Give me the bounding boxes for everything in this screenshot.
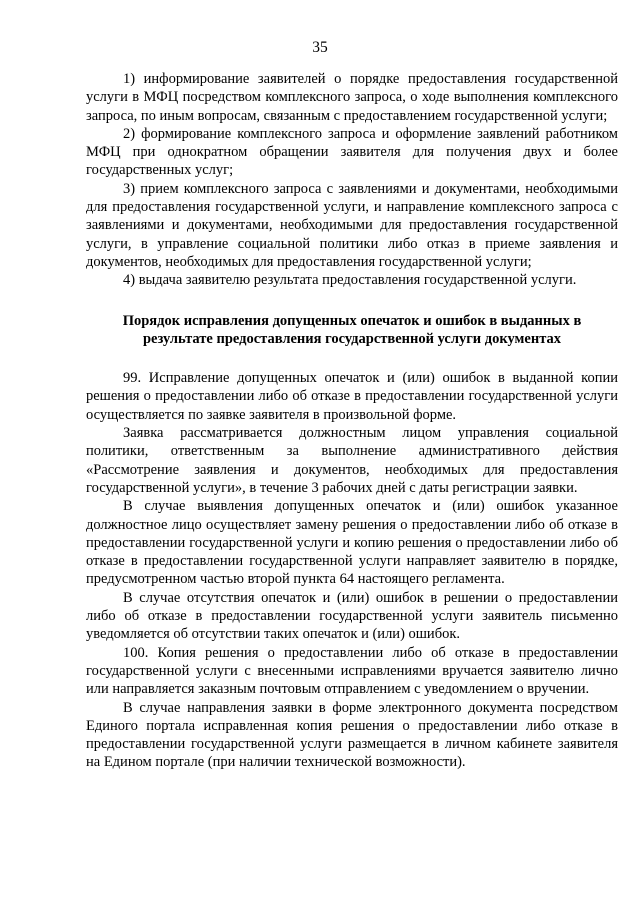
list-item-1: 1) информирование заявителей о порядке предоставления государственной услуги в МФЦ посредством комплексного запроса, о ходе выполнения комплексного запроса, по иным вопросам, связанным с предоставлением государственной услуги; (86, 71, 618, 124)
paragraph-99: 99. Исправление допущенных опечаток и (или) ошибок в выданной копии решения о предоставлении либо об отказе в предоставлении государственной услуги осуществляется по заявке заявителя в произвольной форме. (86, 370, 618, 423)
list-item-3: 3) прием комплексного запроса с заявлениями и документами, необходимыми для предоставления государственной услуги, и направление комплексного запроса с заявлениями и документами, необходимыми для предоставления государственной услуги, в управление социальной политики либо отказ в приеме заявления и документов, необходимых для предоставления государственной услуги; (86, 180, 618, 270)
paragraph-errors-found: В случае выявления допущенных опечаток и (или) ошибок указанное должностное лицо осуществляет замену решения о предоставлении либо об отказе в предоставлении государственной услуги и копию решения о предоставлении либо об отказе в предоставлении государственной услуги направляет заявителю в порядке, предусмотренном частью второй пункта 64 настоящего регламента. (86, 498, 618, 588)
paragraph-electronic-request: В случае направления заявки в форме электронного документа посредством Единого портала исправленная копия решения о предоставлении либо отказе в предоставлении государственной услуги размещается в личном кабинете заявителя на Едином портале (при наличии технической возможности). (86, 699, 618, 771)
paragraph-no-errors: В случае отсутствия опечаток и (или) ошибок в решении о предоставлении либо об отказе в предоставлении государственной услуги заявитель письменно уведомляется об отсутствии таких опечаток и (или) ошибок. (86, 589, 618, 643)
paragraph-100: 100. Копия решения о предоставлении либо об отказе в предоставлении государственной услуги с внесенными исправлениями вручается заявителю лично или направляется заказным почтовым отправлением с уведомлением о вручении. (86, 644, 618, 698)
document-body (86, 70, 618, 772)
paragraph-request-review: Заявка рассматривается должностным лицом управления социальной политики, ответственным за выполнение административного действия «Рассмотрение заявления и документов, необходимых для предоставления государственной услуги», в течение 3 рабочих дней с даты регистрации заявки. (86, 425, 618, 496)
list-item-4: 4) выдача заявителю результата предоставления государственной услуги. (123, 272, 577, 289)
section-heading: Порядок исправления допущенных опечаток и ошибок в выданных в результате предоставления государственной услуги документах (122, 312, 582, 347)
page-number: 35 (312, 39, 328, 56)
list-item-2: 2) формирование комплексного запроса и оформление заявлений работником МФЦ при однократном обращении заявителя для получения двух и более государственных услуг; (86, 125, 618, 179)
